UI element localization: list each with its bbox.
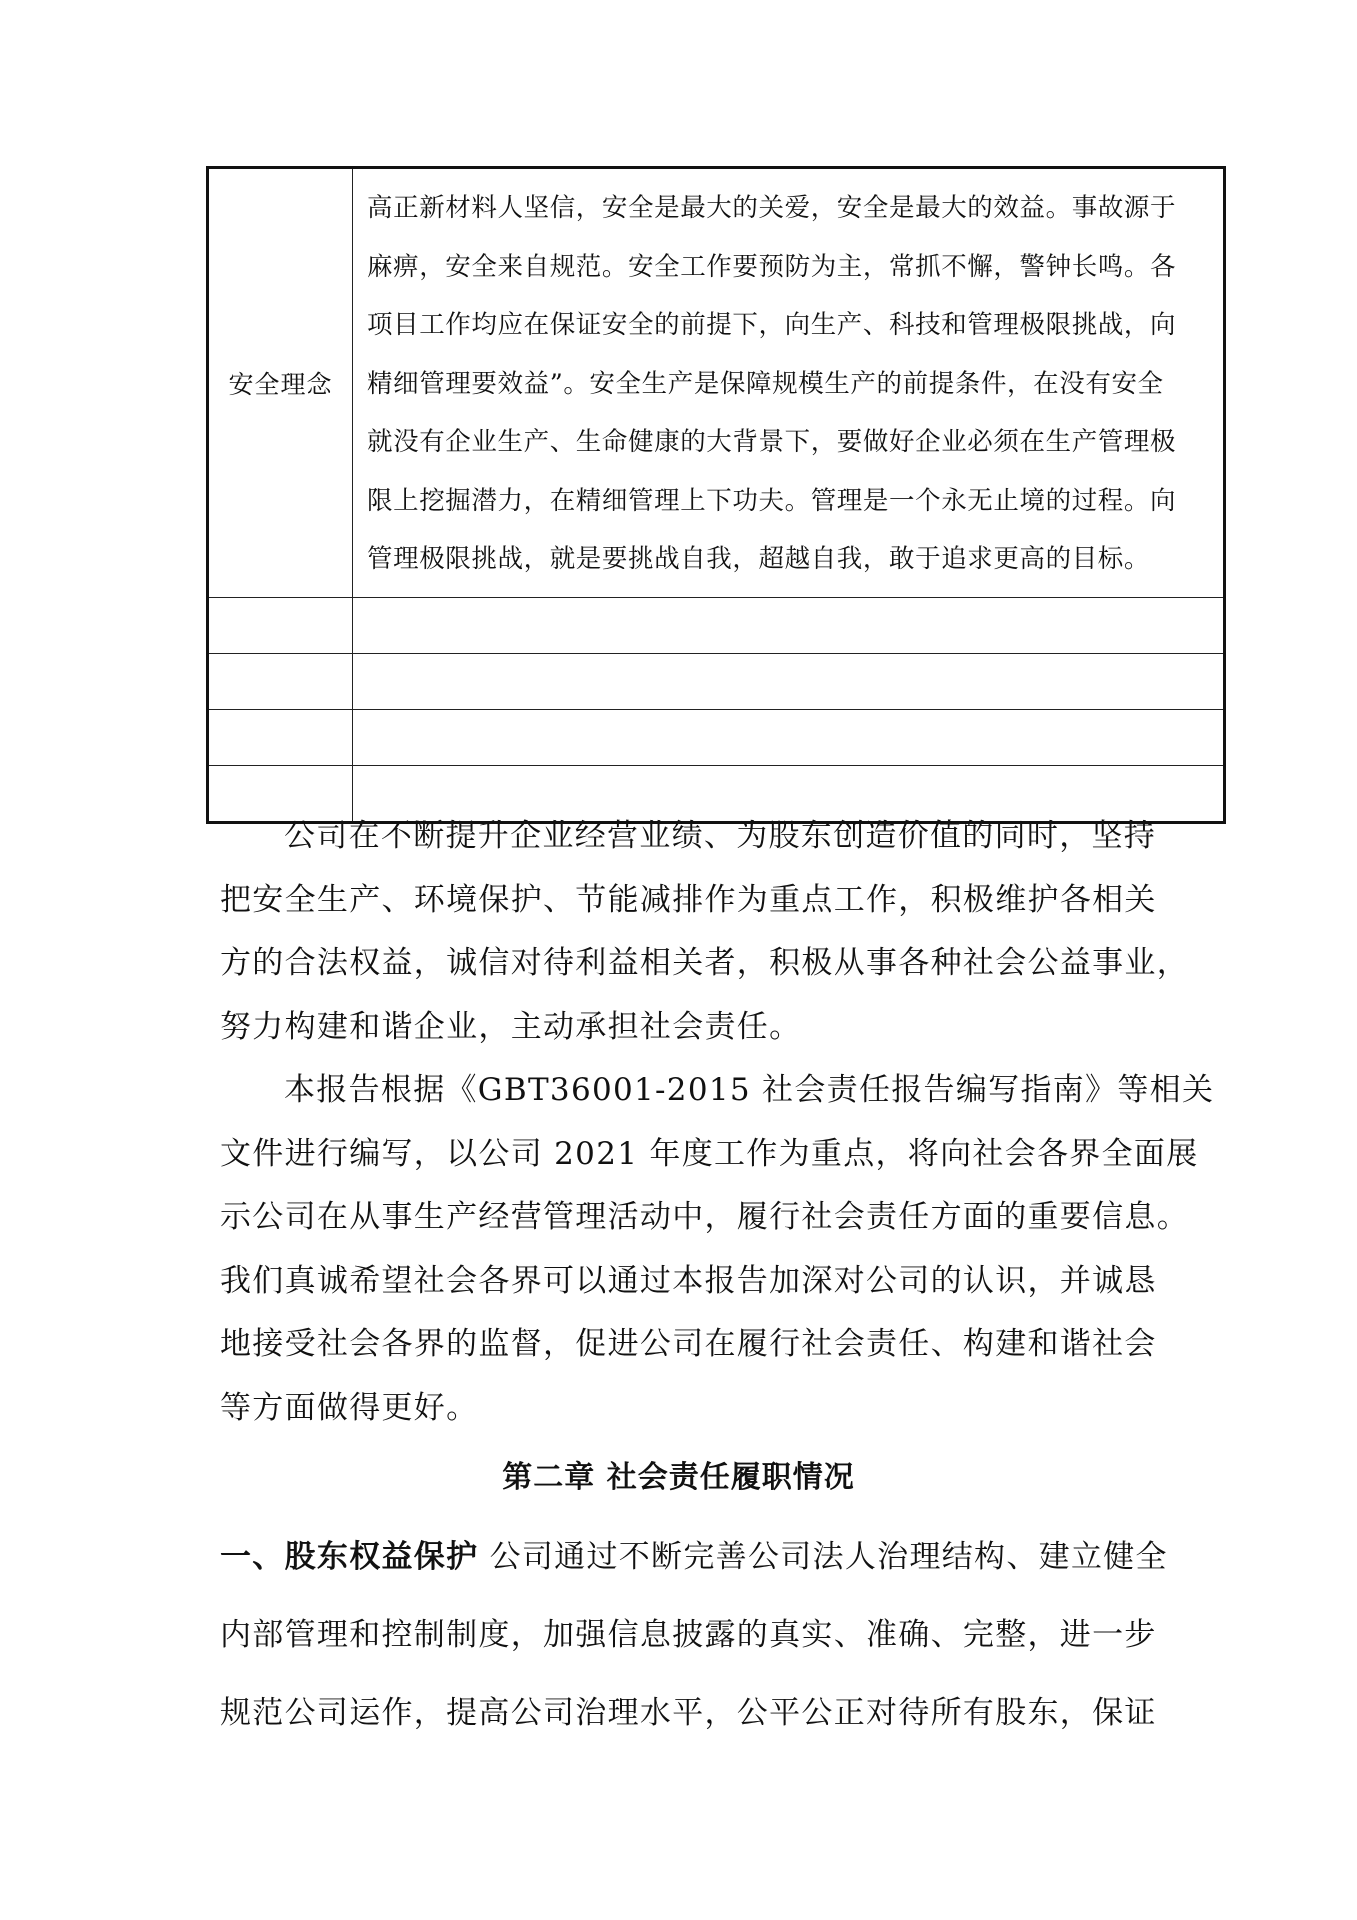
content-line: 项目工作均应在保证安全的前提下，向生产、科技和管理极限挑战，向 — [367, 310, 1177, 340]
report-basis-paragraph — [220, 1059, 1215, 1440]
paragraph-line: 本报告根据《GBT36001-2015 社会责任报告编写指南》等相关 — [284, 1072, 1215, 1108]
content-line: 限上挖掘潜力，在精细管理上下功夫。管理是一个永无止境的过程。向 — [367, 485, 1177, 516]
content-line: 精细管理要效益”。安全生产是保障规模生产的前提条件，在没有安全 — [367, 368, 1164, 399]
content-line: 管理极限挑战，就是要挑战自我，超越自我，敢于追求更高的目标。 — [367, 544, 1151, 574]
empty-cell — [353, 653, 1225, 709]
table-row — [208, 168, 1225, 598]
chapter-heading: 第二章 社会责任履职情况 — [502, 1460, 855, 1495]
row-content — [353, 168, 1225, 598]
table-row-empty — [208, 709, 1225, 765]
content-line: 麻痹，安全来自规范。安全工作要预防为主，常抓不懈，警钟长鸣。各 — [367, 251, 1177, 282]
intro-paragraph — [220, 805, 1189, 1059]
table-row-empty — [208, 653, 1225, 709]
empty-cell — [353, 597, 1225, 653]
empty-cell — [208, 653, 353, 709]
section-line: 规范公司运作，提高公司治理水平，公平公正对待所有股东，保证 — [220, 1695, 1157, 1731]
section-line: 内部管理和控制制度，加强信息披露的真实、准确、完整，进一步 — [220, 1617, 1157, 1653]
paragraph-line: 公司在不断提升企业经营业绩、为股东创造价值的同时，坚持 — [284, 818, 1157, 854]
empty-cell — [208, 597, 353, 653]
shareholder-rights-section — [220, 1518, 1168, 1752]
content-line: 就没有企业生产、生命健康的大背景下，要做好企业必须在生产管理极 — [367, 427, 1177, 457]
paragraph-line: 地接受社会各界的监督，促进公司在履行社会责任、构建和谐社会 — [220, 1326, 1157, 1362]
paragraph-line: 示公司在从事生产经营管理活动中，履行社会责任方面的重要信息。 — [220, 1199, 1189, 1235]
paragraph-line: 方的合法权益，诚信对待利益相关者，积极从事各种社会公益事业， — [220, 945, 1189, 981]
paragraph-line: 我们真诚希望社会各界可以通过本报告加深对公司的认识，并诚恳 — [220, 1262, 1157, 1299]
section-text: 公司通过不断完善公司法人治理结构、建立健全 — [489, 1539, 1168, 1575]
empty-cell — [353, 709, 1225, 765]
section-title: 一、股东权益保护 — [220, 1539, 479, 1575]
safety-philosophy-table — [206, 166, 1226, 824]
paragraph-line: 等方面做得更好。 — [220, 1389, 479, 1426]
table-row-empty — [208, 597, 1225, 653]
section-first-line — [220, 1518, 1168, 1596]
row-label: 安全理念 — [208, 168, 353, 598]
empty-cell — [208, 709, 353, 765]
paragraph-line: 努力构建和谐企业，主动承担社会责任。 — [220, 1008, 802, 1045]
content-line: 高正新材料人坚信，安全是最大的关爱，安全是最大的效益。事故源于 — [367, 193, 1177, 223]
paragraph-line: 把安全生产、环境保护、节能减排作为重点工作，积极维护各相关 — [220, 881, 1157, 918]
paragraph-line: 文件进行编写，以公司 2021 年度工作为重点，将向社会各界全面展 — [220, 1135, 1199, 1172]
